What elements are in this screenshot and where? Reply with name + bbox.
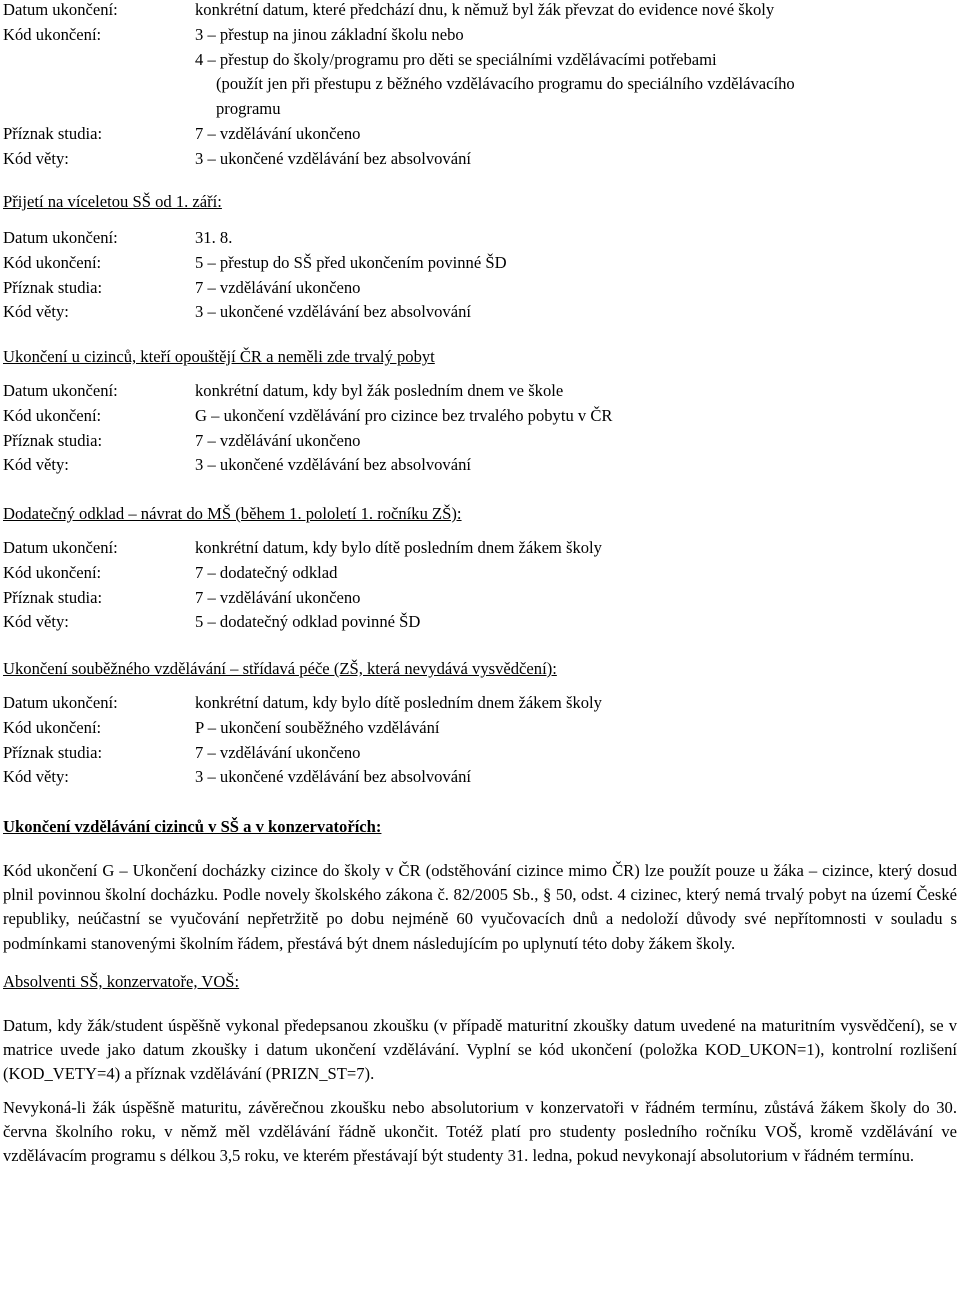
row-datum: [3, 536, 957, 561]
value-kod-vety: 3 – ukončené vzdělávání bez absolvování: [195, 148, 472, 168]
row-kod-ukonceni-note-cont: [3, 97, 957, 122]
value-kod-vety: 3 – ukončené vzdělávání bez absolvování: [195, 455, 472, 475]
value-datum: konkrétní datum, kdy bylo dítě posledním dnem žákem školy: [195, 538, 602, 557]
block-odklad: [3, 502, 957, 635]
block-soubezne: [3, 657, 957, 790]
value-datum: 31. 8.: [195, 228, 233, 247]
value-kod-vety: 5 – dodatečný odklad povinné ŠD: [195, 612, 421, 632]
section-heading: Ukončení vzdělávání cizinců v SŠ a v konzervatořích:: [3, 817, 382, 836]
paragraph: Kód ukončení G – Ukončení docházky cizince do školy v ČR (odstěhování cizince mimo ČR) lze použít pouze u žáka – cizince, který dosud plnil povinnou školní docházku. Podle novely školského zákona č. 82/2005 Sb., § 50, odst. 4 cizinec, který nemá trvalý pobyt na území České republiky, neúčastní se vyučování nepřetržitě po dobu nejméně 60 vyučovacích dnů a nedoloží důvody své nepřítomnosti v souladu s podmínkami stanovenými školním řádem, přestává být dnem následujícím po uplynutí této doby žákem školy.: [3, 861, 957, 953]
row-priznak: [3, 586, 957, 611]
value-kod-vety: 3 – ukončené vzdělávání bez absolvování: [195, 302, 472, 322]
value-kod-ukonceni-2: 4 – přestup do školy/programu pro děti se speciálními vzdělávacími potřebami: [195, 49, 717, 69]
value-kod-ukonceni: P – ukončení souběžného vzdělávání: [195, 717, 440, 737]
value-priznak: 7 – vzdělávání ukončeno: [195, 742, 361, 762]
block-absolventi: [3, 970, 957, 1168]
label-kod-ukonceni: Kód ukončení:: [3, 405, 102, 425]
row-kod-ukonceni: [3, 251, 957, 276]
row-priznak: [3, 122, 957, 147]
row-datum: [3, 226, 957, 251]
row-kod-vety: [3, 610, 957, 635]
label-kod-ukonceni: Kód ukončení:: [3, 717, 102, 737]
label-kod-vety: Kód věty:: [3, 767, 69, 787]
label-priznak: Příznak studia:: [3, 587, 103, 607]
row-kod-ukonceni: [3, 404, 957, 429]
section-heading: Přijetí na víceletou SŠ od 1. září:: [3, 192, 222, 211]
value-kod-ukonceni-3: (použít jen při přestupu z běžného vzdělávacího programu do speciálního vzdělávacího: [216, 74, 795, 94]
section-heading: Dodatečný odklad – návrat do MŠ (během 1. pololetí 1. ročníku ZŠ):: [3, 504, 462, 523]
value-kod-vety: 3 – ukončené vzdělávání bez absolvování: [195, 767, 472, 787]
value-kod-ukonceni-1: 3 – přestup na jinou základní školu nebo: [195, 24, 464, 44]
label-kod-vety: Kód věty:: [3, 302, 69, 322]
row-kod-ukonceni: [3, 23, 957, 48]
label-kod-ukonceni: Kód ukončení:: [3, 562, 102, 582]
row-priznak: [3, 429, 957, 454]
block-konzervatore: [3, 815, 957, 956]
label-datum: Datum ukončení:: [3, 538, 118, 557]
row-kod-vety: [3, 453, 957, 478]
row-datum: [3, 691, 957, 716]
label-priznak: Příznak studia:: [3, 742, 103, 762]
label-priznak: Příznak studia:: [3, 430, 103, 450]
label-kod-ukonceni: Kód ukončení:: [3, 252, 102, 272]
row-kod-vety: [3, 765, 957, 790]
value-kod-ukonceni: G – ukončení vzdělávání pro cizince bez trvalého pobytu v ČR: [195, 405, 613, 425]
value-priznak: 7 – vzdělávání ukončeno: [195, 430, 361, 450]
label-priznak: Příznak studia:: [3, 123, 103, 143]
value-datum: konkrétní datum, kdy bylo dítě posledním dnem žákem školy: [195, 693, 602, 712]
section-heading: Ukončení souběžného vzdělávání – střídavá péče (ZŠ, která nevydává vysvědčení):: [3, 659, 557, 678]
block-prestup: [3, 0, 957, 172]
value-kod-ukonceni: 7 – dodatečný odklad: [195, 562, 338, 582]
label-kod-ukonceni: Kód ukončení:: [3, 24, 102, 44]
block-cizinci: [3, 345, 957, 478]
row-kod-vety: [3, 147, 957, 172]
row-kod-vety: [3, 300, 957, 325]
value-kod-ukonceni: 5 – přestup do SŠ před ukončením povinné ŠD: [195, 252, 507, 272]
label-kod-vety: Kód věty:: [3, 612, 69, 632]
row-priznak: [3, 276, 957, 301]
label-kod-vety: Kód věty:: [3, 148, 69, 168]
label-datum: Datum ukončení:: [3, 0, 118, 19]
row-datum: [3, 0, 957, 23]
section-heading: Absolventi SŠ, konzervatoře, VOŠ:: [3, 972, 240, 991]
label-priznak: Příznak studia:: [3, 277, 103, 297]
row-kod-ukonceni: [3, 561, 957, 586]
row-kod-ukonceni: [3, 716, 957, 741]
label-datum: Datum ukončení:: [3, 381, 118, 400]
label-kod-vety: Kód věty:: [3, 455, 69, 475]
block-viceleta: [3, 190, 957, 325]
row-priznak: [3, 741, 957, 766]
value-datum: konkrétní datum, které předchází dnu, k němuž byl žák převzat do evidence nové školy: [195, 0, 775, 19]
section-heading: Ukončení u cizinců, kteří opouštějí ČR a neměli zde trvalý pobyt: [3, 347, 435, 366]
value-priznak: 7 – vzdělávání ukončeno: [195, 123, 361, 143]
label-datum: Datum ukončení:: [3, 693, 118, 712]
paragraph-1: Datum, kdy žák/student úspěšně vykonal předepsanou zkoušku (v případě maturitní zkoušky datum uvedené na maturitním vysvědčení), se v matrice uvede jako datum zkoušky i datum ukončení vzdělávání. Vyplní se kód ukončení (položka KOD_UKON=1), kontrolní rozlišení (KOD_VETY=4) a příznak vzdělávání (PRIZN_ST=7).: [3, 1016, 957, 1084]
value-priznak: 7 – vzdělávání ukončeno: [195, 277, 361, 297]
row-kod-ukonceni-note: [3, 72, 957, 97]
label-datum: Datum ukončení:: [3, 228, 118, 247]
value-datum: konkrétní datum, kdy byl žák posledním dnem ve škole: [195, 381, 564, 400]
value-priznak: 7 – vzdělávání ukončeno: [195, 587, 361, 607]
value-kod-ukonceni-4: programu: [216, 99, 281, 119]
row-datum: [3, 379, 957, 404]
paragraph-2: Nevykoná-li žák úspěšně maturitu, závěrečnou zkoušku nebo absolutorium v konzervatoři v řádném termínu, zůstává žákem školy do 30. června školního roku, v němž měl vzdělávání řádně ukončit. Totéž platí pro studenty posledního ročníku VOŠ, kromě vzdělávání ve vzdělávacím programu s délkou 3,5 roku, ve kterém přestávají být studenty 31. ledna, pokud nevykonají absolutorium v řádném termínu.: [3, 1097, 957, 1166]
row-kod-ukonceni-cont: [3, 48, 957, 73]
